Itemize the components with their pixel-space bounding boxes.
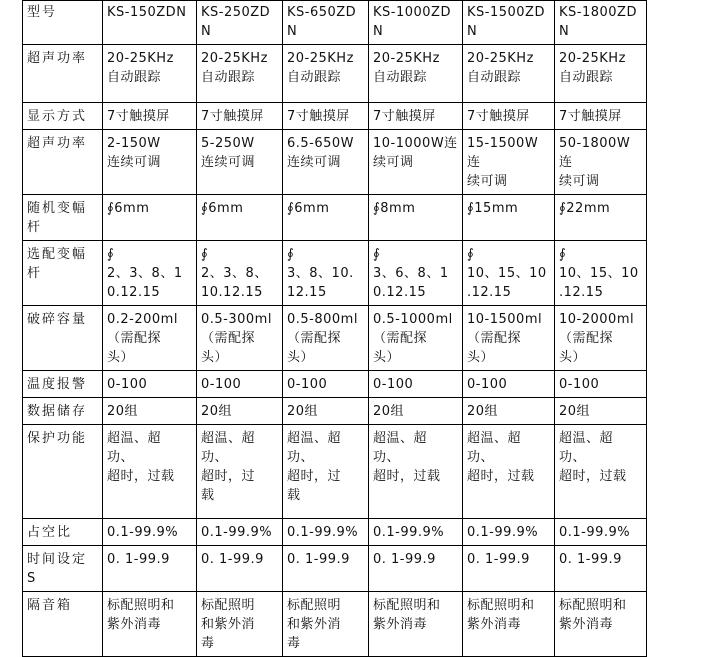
spec-cell: 0. 1-99.9: [283, 546, 369, 592]
spec-table: [22, 0, 647, 657]
header-label: 型号: [23, 1, 103, 45]
spec-cell: 标配照明和 紫外消毒: [103, 592, 197, 657]
row-label: 隔音箱: [23, 592, 103, 657]
model-name: KS-250ZDN: [197, 1, 283, 45]
spec-cell: 超温、超 功、 超时，过载: [103, 425, 197, 519]
spec-cell: 0-100: [197, 371, 283, 398]
spec-cell: ∮ 10、15、10 .12.15: [555, 241, 647, 306]
spec-row: [23, 241, 647, 306]
spec-row: [23, 592, 647, 657]
spec-cell: 0.5-800ml （需配探 头）: [283, 306, 369, 371]
row-label: 数据储存: [23, 398, 103, 425]
spec-cell: 0-100: [555, 371, 647, 398]
spec-cell: 20-25KHz 自动跟踪: [555, 45, 647, 103]
spec-cell: ∮22mm: [555, 195, 647, 241]
spec-cell: 0.5-300ml （需配探 头）: [197, 306, 283, 371]
spec-cell: 20-25KHz 自动跟踪: [463, 45, 555, 103]
spec-cell: 20组: [283, 398, 369, 425]
spec-cell: 7寸触摸屏: [103, 103, 197, 130]
spec-cell: ∮ 3、8、10. 12.15: [283, 241, 369, 306]
spec-cell: 0. 1-99.9: [197, 546, 283, 592]
spec-cell: 7寸触摸屏: [555, 103, 647, 130]
spec-cell: 0. 1-99.9: [369, 546, 463, 592]
model-name: KS-150ZDN: [103, 1, 197, 45]
spec-row: [23, 398, 647, 425]
spec-cell: ∮ 3、6、8、1 0.12.15: [369, 241, 463, 306]
row-label: 温度报警: [23, 371, 103, 398]
spec-cell: 7寸触摸屏: [283, 103, 369, 130]
spec-cell: 超温、超 功、 超时，过 载: [197, 425, 283, 519]
spec-cell: 2-150W 连续可调: [103, 130, 197, 195]
spec-cell: ∮8mm: [369, 195, 463, 241]
row-label: 显示方式: [23, 103, 103, 130]
spec-cell: 0-100: [463, 371, 555, 398]
spec-cell: 0.1-99.9%: [283, 519, 369, 546]
spec-cell: 0.1-99.9%: [463, 519, 555, 546]
row-label: 占空比: [23, 519, 103, 546]
spec-cell: 10-1500ml （需配探 头）: [463, 306, 555, 371]
row-label: 时间设定 S: [23, 546, 103, 592]
spec-cell: 7寸触摸屏: [197, 103, 283, 130]
spec-cell: 20组: [103, 398, 197, 425]
spec-cell: 0.5-1000ml （需配探 头）: [369, 306, 463, 371]
spec-cell: 10-1000W连 续可调: [369, 130, 463, 195]
spec-cell: 超温、超 功、 超时，过载: [369, 425, 463, 519]
spec-cell: 6.5-650W 连续可调: [283, 130, 369, 195]
row-label: 选配变幅 杆: [23, 241, 103, 306]
spec-cell: 标配照明 和紫外消 毒: [197, 592, 283, 657]
spec-cell: 标配照明 和紫外消 毒: [283, 592, 369, 657]
spec-cell: 7寸触摸屏: [463, 103, 555, 130]
model-name: KS-650ZDN: [283, 1, 369, 45]
spec-cell: 50-1800W连 续可调: [555, 130, 647, 195]
spec-row: [23, 371, 647, 398]
model-name: KS-1500ZDN: [463, 1, 555, 45]
spec-cell: 20组: [555, 398, 647, 425]
spec-row: [23, 45, 647, 103]
spec-cell: 0. 1-99.9: [103, 546, 197, 592]
spec-cell: 20组: [197, 398, 283, 425]
spec-cell: ∮ 10、15、10 .12.15: [463, 241, 555, 306]
model-name: KS-1000ZDN: [369, 1, 463, 45]
spec-row: [23, 103, 647, 130]
spec-cell: 0-100: [283, 371, 369, 398]
spec-cell: 20组: [463, 398, 555, 425]
spec-row: [23, 425, 647, 519]
spec-cell: 7寸触摸屏: [369, 103, 463, 130]
spec-cell: 20-25KHz 自动跟踪: [369, 45, 463, 103]
spec-row: [23, 546, 647, 592]
spec-cell: 0.1-99.9%: [555, 519, 647, 546]
spec-cell: 标配照明和 紫外消毒: [555, 592, 647, 657]
row-label: 随机变幅 杆: [23, 195, 103, 241]
spec-cell: 20-25KHz 自动跟踪: [197, 45, 283, 103]
header-row: [23, 1, 647, 45]
spec-row: [23, 195, 647, 241]
spec-cell: ∮ 2、3、8、 10.12.15: [197, 241, 283, 306]
spec-cell: 0.2-200ml （需配探 头）: [103, 306, 197, 371]
model-name: KS-1800ZDN: [555, 1, 647, 45]
spec-cell: 0.1-99.9%: [197, 519, 283, 546]
spec-cell: 20-25KHz 自动跟踪: [283, 45, 369, 103]
spec-cell: 15-1500W连 续可调: [463, 130, 555, 195]
spec-cell: 超温、超 功、 超时，过 载: [283, 425, 369, 519]
row-label: 破碎容量: [23, 306, 103, 371]
spec-cell: 0. 1-99.9: [463, 546, 555, 592]
spec-cell: 0.1-99.9%: [369, 519, 463, 546]
spec-row: [23, 130, 647, 195]
spec-cell: ∮15mm: [463, 195, 555, 241]
spec-cell: ∮ 2、3、8、1 0.12.15: [103, 241, 197, 306]
spec-cell: ∮6mm: [283, 195, 369, 241]
spec-cell: ∮6mm: [197, 195, 283, 241]
spec-cell: 0.1-99.9%: [103, 519, 197, 546]
spec-cell: 超温、超 功、 超时，过载: [463, 425, 555, 519]
spec-cell: ∮6mm: [103, 195, 197, 241]
spec-cell: 超温、超 功、 超时，过载: [555, 425, 647, 519]
spec-cell: 标配照明和 紫外消毒: [369, 592, 463, 657]
spec-row: [23, 519, 647, 546]
spec-cell: 5-250W 连续可调: [197, 130, 283, 195]
spec-row: [23, 306, 647, 371]
spec-cell: 20-25KHz 自动跟踪: [103, 45, 197, 103]
spec-cell: 20组: [369, 398, 463, 425]
spec-cell: 0. 1-99.9: [555, 546, 647, 592]
spec-cell: 标配照明和 紫外消毒: [463, 592, 555, 657]
row-label: 超声功率: [23, 45, 103, 103]
spec-cell: 10-2000ml （需配探 头）: [555, 306, 647, 371]
row-label: 保护功能: [23, 425, 103, 519]
spec-cell: 0-100: [369, 371, 463, 398]
spec-cell: 0-100: [103, 371, 197, 398]
row-label: 超声功率: [23, 130, 103, 195]
